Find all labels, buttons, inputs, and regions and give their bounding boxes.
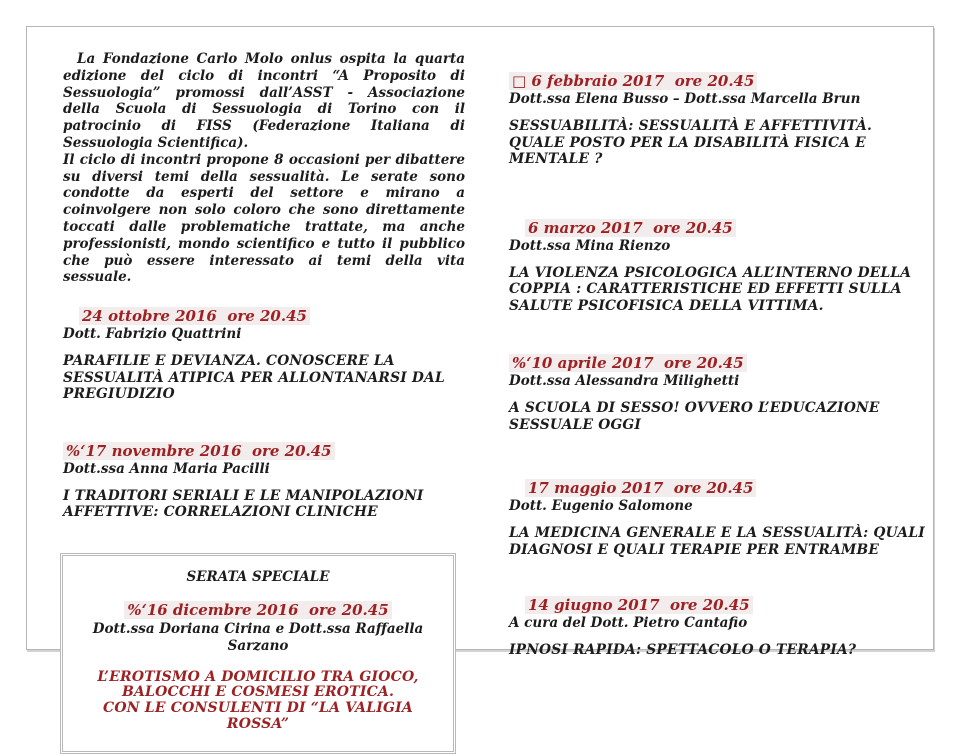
event-date: 17 maggio 2017 ore 20.45 [509, 478, 927, 498]
special-evening-box [60, 553, 456, 754]
event-date: %‘16 dicembre 2016 ore 20.45 [71, 600, 445, 620]
special-title-line-3: CON LE CONSULENTI DI “LA VALIGIA ROSSA” [103, 700, 413, 733]
left-column [63, 51, 465, 754]
event-title: LA VIOLENZA PSICOLOGICA ALL’INTERNO DELLA COPPIA : CARATTERISTICHE ED EFFETTI SULLA SALUTE PSICOFISICA DELLA VITTIMA. [509, 264, 912, 314]
event-speaker: A cura del Dott. Pietro Cantafio [509, 615, 748, 631]
event-date: 24 ottobre 2016 ore 20.45 [63, 306, 465, 326]
event-title: PARAFILIE E DEVIANZA. CONOSCERE LA SESSUALITÀ ATIPICA PER ALLONTANARSI DAL PREGIUDIZIO [63, 353, 445, 403]
intro-paragraph-2: Il ciclo di incontri propone 8 occasioni per dibattere su diversi temi della sessualità. Le serate sono condotte da esperti del settore e mirano a coinvolgere non solo coloro che sono direttamente toccati dalle problematiche trattate, ma anche professionisti, mondo scientifico e tutto il pubblico che può essere interessato ai temi della vita sessuale. [63, 151, 465, 286]
special-title-line-2: BALOCCHI E COSMESI EROTICA. [121, 684, 395, 701]
event-title: IPNOSI RAPIDA: SPETTACOLO O TERAPIA? [509, 642, 857, 658]
event-6-febbraio [509, 71, 927, 168]
event-6-marzo [509, 218, 927, 315]
event-title: I TRADITORI SERIALI E LE MANIPOLAZIONI AFFETTIVE: CORRELAZIONI CLINICHE [63, 487, 424, 521]
event-date: %‘10 aprile 2017 ore 20.45 [509, 353, 927, 373]
event-17-novembre [63, 441, 465, 521]
event-14-giugno [509, 595, 927, 659]
event-title: SESSUABILITÀ: SESSUALITÀ E AFFETTIVITÀ. QUALE POSTO PER LA DISABILITÀ FISICA E MENTALE ? [509, 118, 872, 167]
event-10-aprile [509, 353, 927, 433]
event-17-maggio [509, 478, 927, 558]
event-speaker: Dott.ssa Elena Busso – Dott.ssa Marcella Brun [509, 91, 861, 107]
flyer-page [26, 26, 934, 733]
event-speaker: Dott.ssa Mina Rienzo [509, 237, 671, 254]
special-box-heading: SERATA SPECIALE [186, 568, 330, 585]
event-title: A SCUOLA DI SESSO! OVVERO L’EDUCAZIONE SESSUALE OGGI [509, 400, 880, 433]
event-date: %‘17 novembre 2016 ore 20.45 [63, 441, 465, 461]
event-speaker: Dott.ssa Alessandra Milighetti [509, 373, 740, 389]
event-title: LA MEDICINA GENERALE E LA SESSUALITÀ: QUALI DIAGNOSI E QUALI TERAPIE PER ENTRAMBE [509, 525, 925, 558]
event-date: 6 marzo 2017 ore 20.45 [509, 218, 927, 238]
intro-paragraph-1: La Fondazione Carlo Molo onlus ospita la quarta edizione del ciclo di incontri “A Proposito di Sessuologia” promossi dall’ASST - Associazione della Scuola di Sessuologia di Torino con il patrocinio di FISS (Federazione Italiana di Sessuologia Scientifica). [63, 51, 465, 151]
special-title-line-1: L’EROTISMO A DOMICILIO TRA GIOCO, [97, 668, 419, 685]
event-date: 14 giugno 2017 ore 20.45 [509, 595, 927, 615]
event-date: □ 6 febbraio 2017 ore 20.45 [509, 71, 927, 91]
right-column [509, 71, 927, 659]
event-speaker: Dott. Fabrizio Quattrini [63, 326, 242, 343]
event-speaker: Dott. Eugenio Salomone [509, 498, 693, 514]
event-speaker: Dott.ssa Anna Maria Pacilli [63, 460, 270, 477]
event-speaker: Dott.ssa Doriana Cirina e Dott.ssa Raffaella Sarzano [92, 620, 424, 654]
event-24-ottobre [63, 306, 465, 403]
intro-section [63, 51, 465, 286]
